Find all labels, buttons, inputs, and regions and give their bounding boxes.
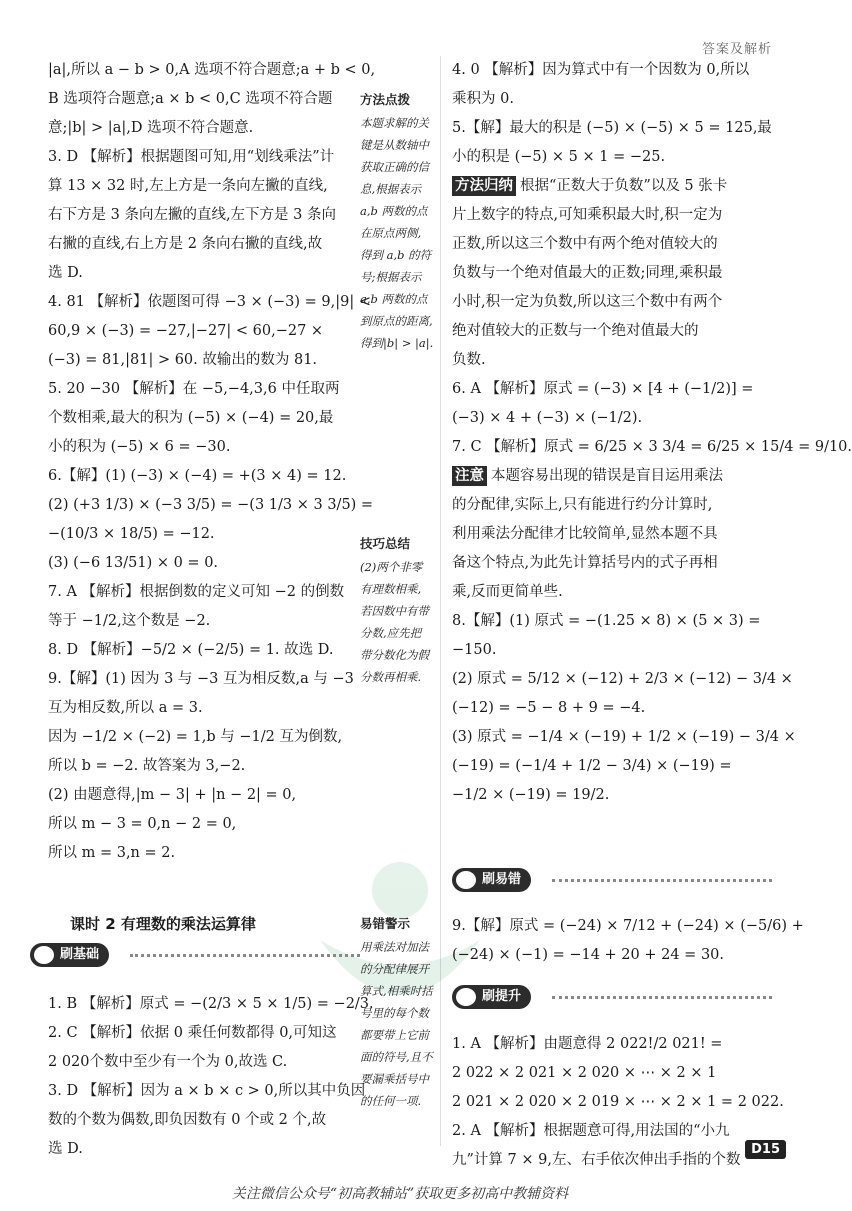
text-line: 1. B 【解析】原式 = −(2/3 × 5 × 1/5) = −2/3. — [48, 996, 374, 1012]
left-lower-text — [48, 990, 374, 1164]
pen-icon — [34, 946, 54, 964]
text-line: 乘积为 0. — [452, 91, 514, 107]
text-line: 数的个数为偶数,即负因数有 0 个或 2 个,故 — [48, 1112, 327, 1128]
side-note-warn — [360, 912, 433, 1112]
text-line: (−3) = 81,|81| > 60. 故输出的数为 81. — [48, 352, 318, 368]
banner-dots — [552, 879, 772, 882]
error-section — [452, 912, 804, 970]
text-line: 选 D. — [48, 265, 83, 281]
side-note-line: 得到|b| > |a|. — [360, 336, 434, 350]
text-line: 利用乘法分配律才比较简单,显然本题不具 — [452, 526, 718, 542]
text-line: (3) 原式 = −1/4 × (−19) + 1/2 × (−19) − 3/4 × — [452, 729, 796, 745]
text-line: 3. D 【解析】因为 a × b × c > 0,所以其中负因 — [48, 1083, 366, 1099]
text-line: 绝对值较大的正数与一个绝对值最大的 — [452, 323, 699, 339]
text-line: (3) (−6 13/51) × 0 = 0. — [48, 555, 219, 571]
right-column — [452, 56, 852, 810]
text-line: 9.【解】原式 = (−24) × 7/12 + (−24) × (−5/6) + — [452, 918, 804, 934]
text-line: 负数与一个绝对值最大的正数;同理,乘积最 — [452, 265, 723, 281]
text-line: −150. — [452, 642, 497, 658]
right-mid-text — [452, 375, 852, 462]
text-line: B 选项符合题意;a × b < 0,C 选项不符合题 — [48, 91, 333, 107]
side-note-line: 获取正确的信 — [360, 160, 429, 174]
text-line: 意;|b| > |a|,D 选项不符合题意. — [48, 120, 254, 136]
side-note-line: 要漏乘括号中 — [360, 1072, 429, 1086]
banner-up-label: 刷提升 — [452, 985, 531, 1009]
text-line: (−3) × 4 + (−3) × (−1/2). — [452, 410, 643, 426]
text-line: (2) 由题意得,|m − 3| + |n − 2| = 0, — [48, 787, 297, 803]
text-line: 等于 −1/2,这个数是 −2. — [48, 613, 211, 629]
note-box: 注意 — [452, 466, 487, 486]
text-line: 9.【解】(1) 因为 3 与 −3 互为相反数,a 与 −3 — [48, 671, 354, 687]
side-note-method-heading: 方法点拨 — [360, 92, 411, 107]
text-line: 乘,反而更简单些. — [452, 584, 563, 600]
text-line: 4. 81 【解析】依题图可得 −3 × (−3) = 9,|9| < — [48, 294, 371, 310]
pen-icon — [456, 871, 476, 889]
side-note-line: 得到 a,b 的符 — [360, 248, 432, 262]
text-line: 的分配律,实际上,只有能进行约分计算时, — [452, 497, 713, 513]
text-line: (2) (+3 1/3) × (−3 3/5) = −(3 1/3 × 3 3/5) = — [48, 497, 374, 513]
text-line: 选 D. — [48, 1141, 83, 1157]
side-note-line: a,b 两数的点 — [360, 292, 428, 306]
text-line: 所以 b = −2. 故答案为 3,−2. — [48, 758, 246, 774]
lesson-title: 课时 2 有理数的乘法运算律 — [70, 915, 256, 933]
right-lower-text — [452, 607, 796, 810]
side-note-line: a,b 两数的点 — [360, 204, 428, 218]
method-first-line: 根据“正数大于负数”以及 5 张卡 — [520, 178, 728, 194]
side-note-line: 用乘法对加法 — [360, 940, 429, 954]
side-note-line: 面的符号,且不 — [360, 1050, 433, 1064]
text-line: 5.【解】最大的积是 (−5) × (−5) × 5 = 125,最 — [452, 120, 772, 136]
right-top-text — [452, 56, 782, 172]
side-note-line: (2)两个非零 — [360, 560, 423, 574]
side-note-line: 在原点两侧, — [360, 226, 422, 240]
text-line: 正数,所以这三个数中有两个绝对值较大的 — [452, 236, 718, 252]
text-line: (−19) = (−1/4 + 1/2 − 3/4) × (−19) = — [452, 758, 732, 774]
side-note-skill-lines — [360, 556, 429, 688]
side-note-line: 到原点的距离, — [360, 314, 433, 328]
text-line: 2 021 × 2 020 × 2 019 × ⋯ × 2 × 1 = 2 022. — [452, 1094, 784, 1110]
side-note-line: 的任何一项. — [360, 1094, 422, 1108]
side-note-line: 键是从数轴中 — [360, 138, 429, 152]
text-line: 因为 −1/2 × (−2) = 1,b 与 −1/2 互为倒数, — [48, 729, 343, 745]
text-line: 2 022 × 2 021 × 2 020 × ⋯ × 2 × 1 — [452, 1065, 717, 1081]
side-note-line: 都要带上它前 — [360, 1028, 429, 1042]
side-note-method — [360, 88, 433, 354]
text-line: (−12) = −5 − 8 + 9 = −4. — [452, 700, 646, 716]
note-lines — [452, 491, 782, 607]
text-line: (2) 原式 = 5/12 × (−12) + 2/3 × (−12) − 3/4 × — [452, 671, 793, 687]
method-summary — [452, 172, 782, 201]
text-line: 个数相乘,最大的积为 (−5) × (−4) = 20,最 — [48, 410, 334, 426]
side-note-method-lines — [360, 112, 433, 354]
text-line: (−24) × (−1) = −14 + 20 + 24 = 30. — [452, 947, 725, 963]
error-lines — [452, 912, 804, 970]
text-line: 8. D 【解析】−5/2 × (−2/5) = 1. 故选 D. — [48, 642, 334, 658]
page-header: 答案及解析 — [701, 42, 772, 57]
banner-error — [452, 868, 772, 892]
side-note-line: 的分配律展开 — [360, 962, 429, 976]
side-note-skill-heading: 技巧总结 — [360, 536, 411, 551]
note-first-line: 本题容易出现的错误是盲目运用乘法 — [491, 468, 723, 484]
left-lower-column — [48, 990, 374, 1164]
up-lines — [452, 1030, 782, 1175]
side-note-skill — [360, 532, 429, 688]
text-line: 2 020个数中至少有一个为 0,故选 C. — [48, 1054, 288, 1070]
method-lines — [452, 201, 782, 375]
text-line: 算 13 × 32 时,左上方是一条向左撇的直线, — [48, 178, 328, 194]
text-line: 所以 m = 3,n = 2. — [48, 845, 176, 861]
text-line: |a|,所以 a − b > 0,A 选项不符合题意;a + b < 0, — [48, 62, 376, 78]
footer-text: 关注微信公众号“初高教辅站”获取更多初高中教辅资料 — [231, 1186, 569, 1202]
banner-up — [452, 985, 772, 1009]
text-line: 负数. — [452, 352, 486, 368]
left-upper-text — [48, 56, 376, 868]
text-line: 备这个特点,为此先计算括号内的式子再相 — [452, 555, 718, 571]
text-line: −1/2 × (−19) = 19/2. — [452, 787, 610, 803]
method-box: 方法归纳 — [452, 176, 516, 196]
side-note-line: 若因数中有带 — [360, 604, 429, 618]
text-line: 所以 m − 3 = 0,n − 2 = 0, — [48, 816, 237, 832]
text-line: 6. A 【解析】原式 = (−3) × [4 + (−1/2)] = — [452, 381, 754, 397]
text-line: 右撇的直线,右上方是 2 条向右撇的直线,故 — [48, 236, 323, 252]
text-line: 4. 0 【解析】因为算式中有一个因数为 0,所以 — [452, 62, 750, 78]
side-note-line: 分数再相乘. — [360, 670, 422, 684]
text-line: 小的积为 (−5) × 6 = −30. — [48, 439, 231, 455]
banner-basic-label: 刷基础 — [30, 943, 109, 967]
left-column — [48, 56, 376, 868]
text-line: 1. A 【解析】由题意得 2 022!/2 021! = — [452, 1036, 723, 1052]
text-line: 2. C 【解析】依据 0 乘任何数都得 0,可知这 — [48, 1025, 337, 1041]
up-section — [452, 1030, 782, 1175]
text-line: 2. A 【解析】根据题意可得,用法国的“小九 — [452, 1123, 730, 1139]
text-line: 6.【解】(1) (−3) × (−4) = +(3 × 4) = 12. — [48, 468, 347, 484]
side-note-warn-lines — [360, 936, 433, 1112]
text-line: 片上数字的特点,可知乘积最大时,积一定为 — [452, 207, 723, 223]
banner-dots — [130, 954, 360, 957]
text-line: 右下方是 3 条向左撇的直线,左下方是 3 条向 — [48, 207, 336, 223]
text-line: 60,9 × (−3) = −27,|−27| < 60,−27 × — [48, 323, 324, 339]
banner-basic — [30, 943, 360, 967]
text-line: 小的积是 (−5) × 5 × 1 = −25. — [452, 149, 666, 165]
side-note-line: 号里的每个数 — [360, 1006, 429, 1020]
side-note-line: 号;根据表示 — [360, 270, 422, 284]
text-line: 3. D 【解析】根据题图可知,用“划线乘法”计 — [48, 149, 335, 165]
text-line: 7. A 【解析】根据倒数的定义可知 −2 的倒数 — [48, 584, 345, 600]
side-note-warn-heading: 易错警示 — [360, 916, 411, 931]
side-note-line: 带分数化为假 — [360, 648, 429, 662]
side-note-line: 有理数相乘, — [360, 582, 422, 596]
text-line: 互为相反数,所以 a = 3. — [48, 700, 203, 716]
text-line: 小时,积一定为负数,所以这三个数中有两个 — [452, 294, 723, 310]
side-note-line: 息,根据表示 — [360, 182, 422, 196]
page-number: D15 — [745, 1140, 786, 1159]
text-line: 8.【解】(1) 原式 = −(1.25 × 8) × (5 × 3) = — [452, 613, 761, 629]
banner-dots — [552, 996, 772, 999]
banner-error-label: 刷易错 — [452, 868, 531, 892]
text-line: 九”计算 7 × 9,左、右手依次伸出手指的个数 — [452, 1152, 741, 1168]
note-summary — [452, 462, 782, 491]
text-line: 5. 20 −30 【解析】在 −5,−4,3,6 中任取两 — [48, 381, 340, 397]
text-line: 7. C 【解析】原式 = 6/25 × 3 3/4 = 6/25 × 15/4 = 9/10. — [452, 439, 852, 455]
text-line: −(10/3 × 18/5) = −12. — [48, 526, 215, 542]
pen-icon — [456, 988, 476, 1006]
side-note-line: 算式,相乘时括 — [360, 984, 433, 998]
side-note-line: 分数,应先把 — [360, 626, 422, 640]
side-note-line: 本题求解的关 — [360, 116, 429, 130]
